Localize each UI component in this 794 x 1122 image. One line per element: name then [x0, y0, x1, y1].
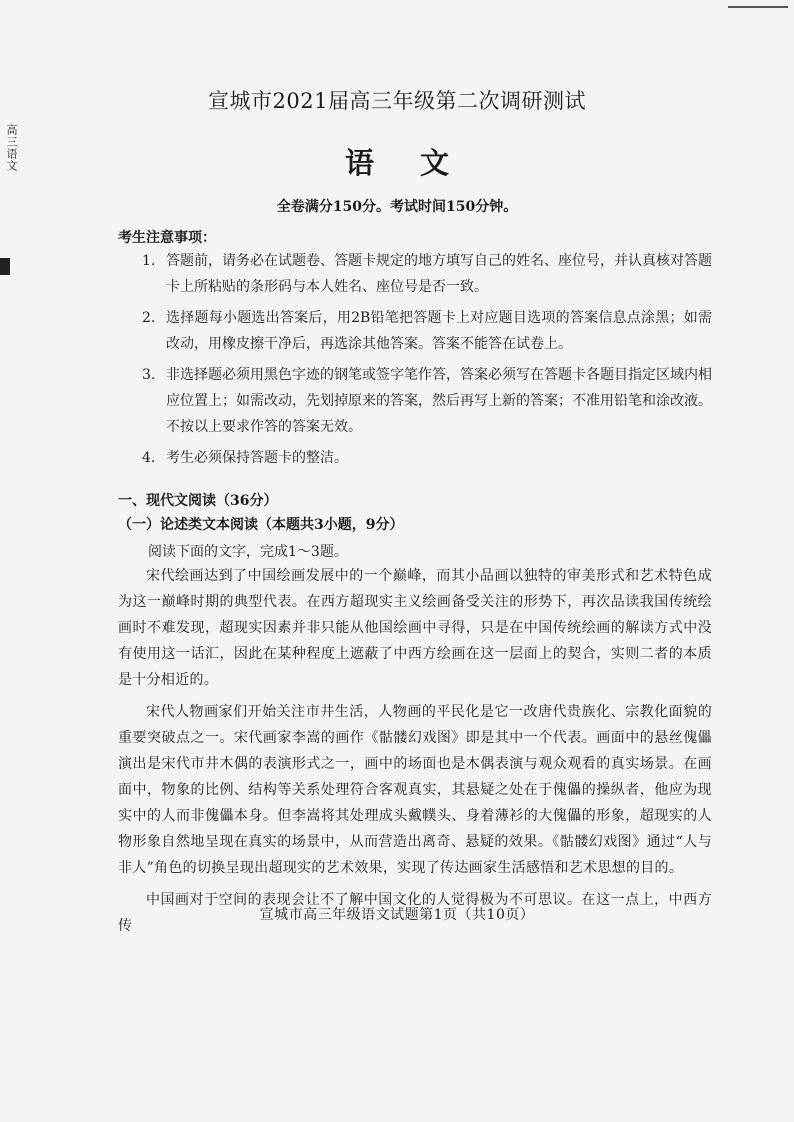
subject-title: 语文	[344, 146, 495, 180]
section-title: 一、现代文阅读（36分）	[118, 493, 278, 509]
passage-paragraph: 中国画对于空间的表现会让不了解中国文化的人觉得极为不可思议。在这一点上，中西方传	[118, 892, 712, 934]
notice-item	[142, 362, 712, 440]
notice-list	[142, 248, 712, 476]
subsection-title: （一）论述类文本阅读（本题共3小题，9分）	[118, 517, 404, 533]
passage-paragraph: 宋代绘画达到了中国绘画发展中的一个巅峰，而其小品画以独特的审美形式和艺术特色成为这一巅峰时期的典型代表。在西方超现实主义绘画备受关注的形势下，再次品读我国传统绘画时不难发现，超现实因素并非只能从他国绘画中寻得，只是在中国传统绘画的解读方式中没有使用这一话汇，因此在某种程度上遮蔽了中西方绘画在这一层面上的契合，实则二者的本质是十分相近的。	[118, 568, 712, 688]
notice-number: 2.	[142, 310, 156, 326]
exam-title: 宣城市2021届高三年级第二次调研测试	[208, 89, 586, 113]
notice-title: 考生注意事项：	[118, 230, 216, 246]
notice-text: 考生必须保持答题卡的整洁。	[166, 450, 348, 466]
notice-number: 1.	[142, 253, 156, 269]
notice-text: 答题前，请务必在试题卷、答题卡规定的地方填写自己的姓名、座位号，并认真核对答题卡上所粘贴的条形码与本人姓名、座位号是否一致。	[166, 253, 712, 295]
notice-number: 4.	[142, 450, 156, 466]
reading-instruction: 阅读下面的文字，完成1～3题。	[148, 544, 348, 560]
reading-passage	[118, 563, 712, 945]
side-registration-mark	[0, 258, 10, 275]
notice-item	[142, 248, 712, 300]
notice-number: 3.	[142, 367, 156, 383]
page-footer: 宣城市高三年级语文试题第1页（共10页）	[259, 907, 535, 923]
notice-text: 非选择题必须用黑色字迹的钢笔或签字笔作答，答案必须写在答题卡各题目指定区域内相应位置上；如需改动，先划掉原来的答案，然后再写上新的答案；不准用铅笔和涂改液。不按以上要求作答的答案无效。	[166, 367, 712, 435]
scan-edge-rule	[728, 6, 788, 8]
side-label: 高三语文	[5, 124, 18, 172]
score-info: 全卷满分150分。考试时间150分钟。	[276, 199, 518, 215]
notice-item	[142, 305, 712, 357]
notice-item	[142, 445, 712, 471]
passage-paragraph: 宋代人物画家们开始关注市井生活，人物画的平民化是它一改唐代贵族化、宗教化面貌的重要突破点之一。宋代画家李嵩的画作《骷髅幻戏图》即是其中一个代表。画面中的悬丝傀儡演出是宋代市井木偶的表演形式之一，画中的场面也是木偶表演与观众观看的真实场景。在画面中，物象的比例、结构等关系处理符合客观真实，其悬疑之处在于傀儡的操纵者，他应为现实中的人而非傀儡本身。但李嵩将其处理成头戴幞头、身着薄衫的大傀儡的形象，超现实的人物形象自然地呈现在真实的场景中，从而营造出离奇、悬疑的效果。《骷髅幻戏图》通过“人与非人”角色的切换呈现出超现实的艺术效果，实现了传达画家生活感悟和艺术思想的目的。	[118, 704, 712, 876]
notice-text: 选择题每小题选出答案后，用2B铅笔把答题卡上对应题目选项的答案信息点涂黑；如需改动，用橡皮擦干净后，再选涂其他答案。答案不能答在试卷上。	[166, 310, 712, 352]
